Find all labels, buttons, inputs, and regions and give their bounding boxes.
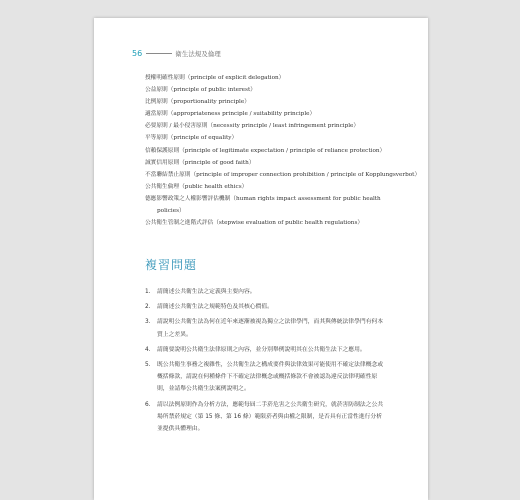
review-question [145, 344, 387, 356]
review-questions-list [145, 286, 387, 438]
key-term: 不當聯結禁止原則（principle of improper connection prohibition / principle of Kopplungsverbot） [145, 171, 421, 178]
page-number: 56 [132, 49, 143, 58]
question-text: 請簡述公共衛生法之規範特色及其核心價值。 [157, 304, 273, 311]
question-number: 4. [145, 346, 151, 353]
review-question [145, 286, 387, 298]
question-text: 請以法例原則作為分析方法，應範每屆二手菸危害之公共衛生研究，就菸害防制法之公共場所禁菸規定（第 15 條、第 16 條）範限菸者與由權之限制，是否具有正當性進行分析並提供具體理由。 [157, 401, 384, 433]
key-term: 德應影響政策之人權影響評估機制（human rights impact assessment for public health [145, 195, 381, 202]
review-question [145, 359, 387, 396]
header-rule [146, 53, 172, 54]
key-term: 公共衛生管制之進階式評估（stepwise evaluation of public health regulations） [145, 220, 364, 227]
question-number: 2. [145, 304, 151, 311]
key-term: 比例原則（proportionality principle） [145, 99, 250, 106]
running-header [132, 49, 221, 58]
review-question [145, 301, 387, 313]
question-text: 請說明公共衛生法為何在近年來逐漸被視為獨立之法律學門，而其與傳統法律學門有何本質上之差異。 [157, 319, 384, 338]
section-title: 複習問題 [145, 258, 198, 272]
key-term: 平等原則（principle of equality） [145, 135, 238, 142]
key-terms-list [145, 72, 421, 229]
question-number: 1. [145, 289, 151, 295]
question-number: 5. [145, 362, 151, 369]
book-title: 衛生法規及倫理 [175, 50, 221, 58]
key-term: 適當原則（appropriateness principle / suitability principle） [145, 111, 316, 118]
key-term: 公共衛生倫理（public health ethics） [145, 183, 248, 190]
key-term: 必要原則 / 最小侵害原則（necessity principle / least infringement principle） [145, 123, 360, 130]
key-term: 授權明確性原則（principle of explicit delegation） [145, 75, 285, 81]
question-text: 既公共衛生事務之複雜性，公共衛生法之構成要件與法律效果可能使用不確定法律概念或概括條款，請說在何種條件下不確定法律概念或概括條款不會被認為違反法律明確性原則，並請舉公共衛生法案例說明之。 [157, 362, 384, 393]
question-number: 3. [145, 319, 151, 326]
key-term: 誠實信用原則（principle of good faith） [145, 159, 255, 166]
book-page [94, 18, 428, 500]
question-text: 請簡要說明公共衛生法律原則之內容，並分別舉例說明其在公共衛生法下之應用。 [157, 346, 366, 353]
key-term: 公益原則（principle of public interest） [145, 87, 256, 94]
review-question [145, 316, 387, 340]
key-term-continuation: policies） [157, 208, 185, 215]
key-term: 信賴保護原則（principle of legitimate expectation / principle of reliance protection） [145, 147, 386, 154]
question-text: 請簡述公共衛生法之定義與主要內容。 [157, 289, 256, 295]
question-number: 6. [145, 401, 151, 408]
review-question [145, 399, 387, 436]
